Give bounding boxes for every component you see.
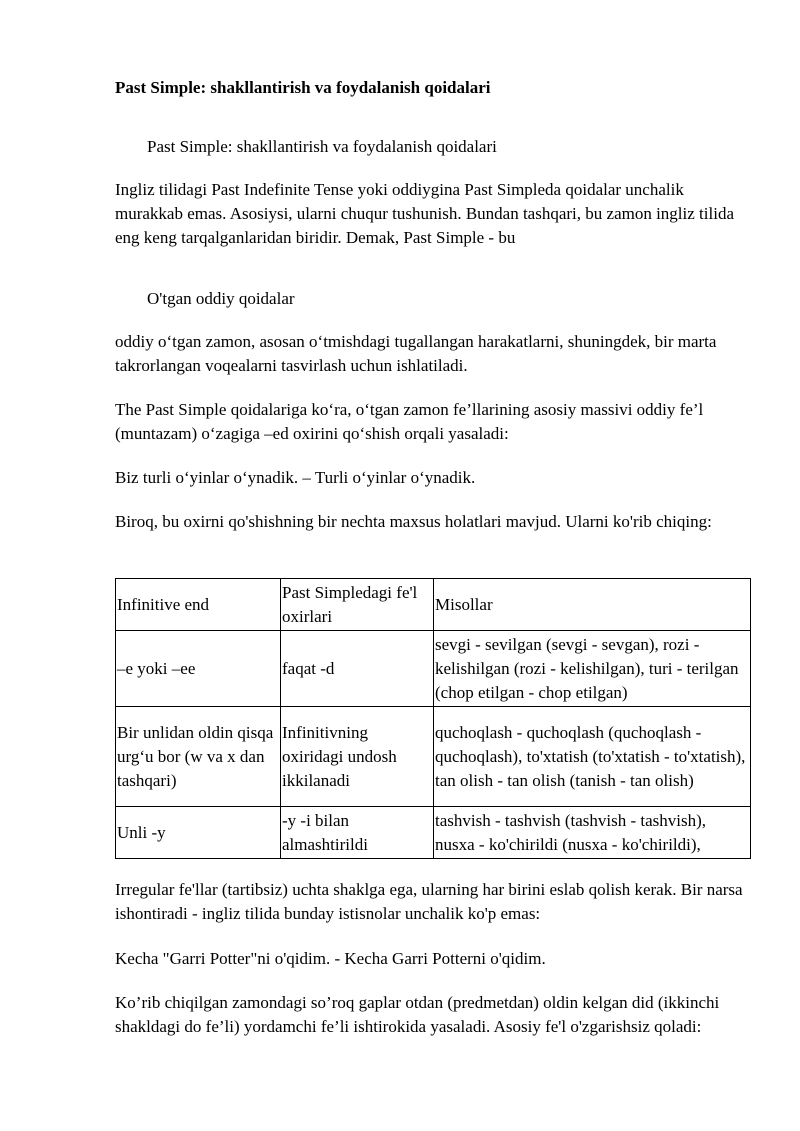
section-heading: O'tgan oddiy qoidalar: [147, 289, 295, 308]
table-cell: -y -i bilan almashtirildi: [281, 807, 434, 859]
paragraph-example: Biz turli o‘yinlar o‘ynadik. – Turli o‘yinlar o‘ynadik.: [115, 468, 476, 487]
paragraph-irregular: Irregular fe'llar (tartibsiz) uchta shaklga ega, ularning har birini eslab qolish kerak. Bir narsa ishontiradi - ingliz tilida bunday istisnolar unchalik ko'p emas:: [115, 880, 743, 923]
table-cell: –e yoki –ee: [116, 631, 281, 707]
paragraph-definition: oddiy o‘tgan zamon, asosan o‘tmishdagi tugallangan harakatlarni, shuningdek, bir marta takrorlangan voqealarni tasvirlash uchun ishlatiladi.: [115, 332, 717, 375]
paragraph-intro: Ingliz tilidagi Past Indefinite Tense yoki oddiygina Past Simpleda qoidalar unchalik murakkab emas. Asosiysi, ularni chuqur tushunish. Bundan tashqari, bu zamon ingliz tilida eng keng tarqalganlaridan biridir. Demak, Past Simple - bu: [115, 180, 734, 247]
paragraph-irregular-example: Kecha "Garri Potter"ni o'qidim. - Kecha Garri Potterni o'qidim.: [115, 949, 546, 968]
table-row: [116, 707, 751, 807]
table-row: [116, 631, 751, 707]
paragraph-special-cases: Biroq, bu oxirni qo'shishning bir nechta maxsus holatlari mavjud. Ularni ko'rib chiqing:: [115, 512, 712, 531]
table-cell: faqat -d: [281, 631, 434, 707]
endings-table: [115, 578, 751, 859]
table-cell: sevgi - sevilgan (sevgi - sevgan), rozi - kelishilgan (rozi - kelishilgan), turi - terilgan (chop etilgan - chop etilgan): [434, 631, 751, 707]
table-row: [116, 807, 751, 859]
paragraph-questions: Ko’rib chiqilgan zamondagi so’roq gaplar otdan (predmetdan) oldin kelgan did (ikkinchi shakldagi do fe’li) yordamchi fe’li ishtirokida yasaladi. Asosiy fe'l o'zgarishsiz qoladi:: [115, 993, 720, 1036]
table-header-cell: Misollar: [434, 579, 751, 631]
table-cell: tashvish - tashvish (tashvish - tashvish), nusxa - ko'chirildi (nusxa - ko'chirildi),: [434, 807, 751, 859]
table-cell: Unli -y: [116, 807, 281, 859]
document-title: Past Simple: shakllantirish va foydalanish qoidalari: [115, 78, 491, 97]
table-header-row: [116, 579, 751, 631]
paragraph-rule: The Past Simple qoidalariga ko‘ra, o‘tgan zamon fe’llarining asosiy massivi oddiy fe’l (muntazam) o‘zagiga –ed oxirini qo‘shish orqali yasaladi:: [115, 400, 704, 443]
table-cell: quchoqlash - quchoqlash (quchoqlash - quchoqlash), to'xtatish (to'xtatish - to'xtatish), tan olish - tan olish (tanish - tan olish): [434, 707, 751, 807]
table-header-cell: Infinitive end: [116, 579, 281, 631]
table-cell: Infinitivning oxiridagi undosh ikkilanadi: [281, 707, 434, 807]
table-header-cell: Past Simpledagi fe'l oxirlari: [281, 579, 434, 631]
table-cell: Bir unlidan oldin qisqa urg‘u bor (w va x dan tashqari): [116, 707, 281, 807]
subtitle: Past Simple: shakllantirish va foydalanish qoidalari: [147, 137, 497, 156]
